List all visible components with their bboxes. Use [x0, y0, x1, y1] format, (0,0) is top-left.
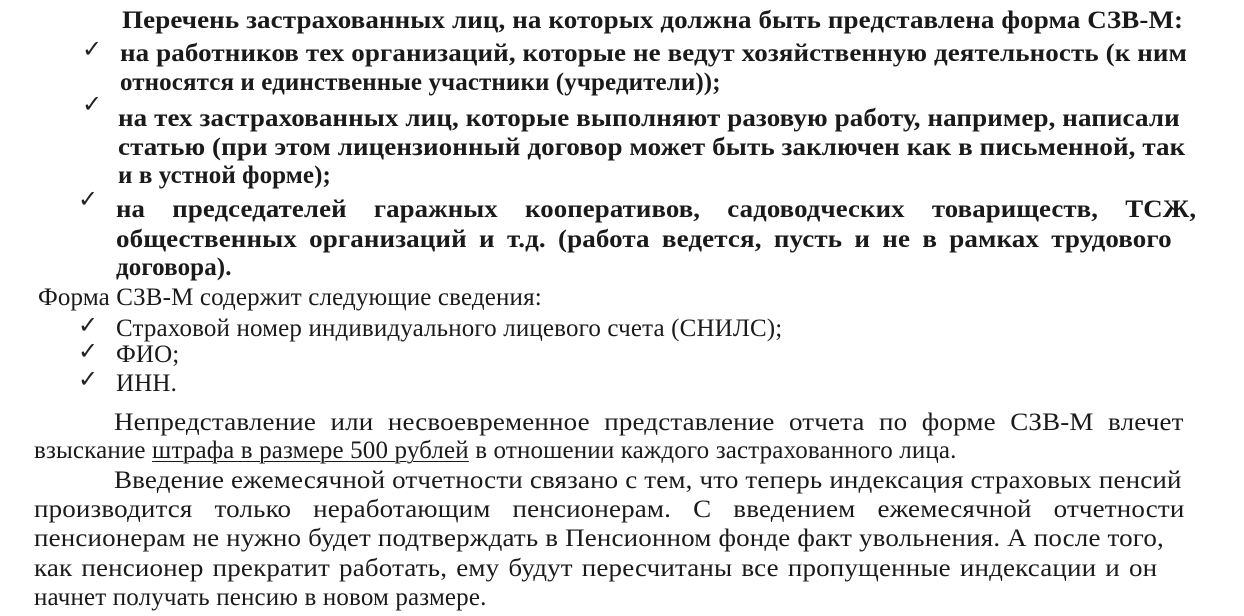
bold-list-item-2-line-2: статью (при этом лицензионный договор может быть заключен как в письменной, так	[118, 134, 1186, 161]
indexation-paragraph-line-5: начнет получать пенсию в новом размере.	[34, 584, 487, 611]
bold-list-item-1-line-2: относятся и единственные участники (учредители));	[120, 69, 721, 96]
penalty-paragraph-line-1: Непредставление или несвоевременное представление отчета по форме СЗВ-М влечет	[114, 409, 1184, 436]
checkmark-icon: ✓	[78, 185, 99, 213]
penalty-text-after: в отношении каждого застрахованного лица.	[468, 437, 957, 464]
checkmark-icon: ✓	[82, 35, 103, 63]
bold-list-item-3-line-2: общественных организаций и т.д. (работа ведется, пусть и не в рамках трудового	[116, 226, 1172, 253]
bold-list-item-3-line-3: договора).	[116, 254, 232, 281]
indexation-paragraph-line-1: Введение ежемесячной отчетности связано с тем, что теперь индексация страховых пенсий	[114, 467, 1182, 494]
form-contents-intro: Форма СЗВ-М содержит следующие сведения:	[38, 284, 542, 311]
indexation-paragraph-line-3: пенсионерам не нужно будет подтверждать в Пенсионном фонде факт увольнения. А после того,	[34, 525, 1164, 552]
form-item-fio: ФИО;	[116, 341, 180, 368]
bold-list-item-2-line-1: на тех застрахованных лиц, которые выполняют разовую работу, например, написали	[118, 105, 1180, 132]
checkmark-icon: ✓	[78, 365, 99, 393]
indexation-paragraph-line-2: производится только неработающим пенсионерам. С введением ежемесячной отчетности	[34, 496, 1185, 523]
penalty-paragraph-line-2	[34, 438, 957, 463]
form-item-inn: ИНН.	[116, 370, 178, 397]
form-item-snils: Страховой номер индивидуального лицевого счета (СНИЛС);	[116, 315, 783, 342]
checkmark-icon: ✓	[78, 311, 99, 339]
checkmark-icon: ✓	[82, 90, 103, 118]
list-heading: Перечень застрахованных лиц, на которых должна быть представлена форма СЗВ-М:	[122, 7, 1184, 34]
penalty-text-before: взыскание	[34, 437, 153, 464]
bold-list-item-2-line-3: и в устной форме);	[118, 162, 331, 189]
indexation-paragraph-line-4: как пенсионер прекратит работать, ему будут пересчитаны все пропущенные индексации и он	[34, 555, 1158, 582]
bold-list-item-3-line-1: на председателей гаражных кооперативов, садоводческих товариществ, ТСЖ,	[116, 196, 1197, 223]
checkmark-icon: ✓	[78, 337, 99, 365]
bold-list-item-1-line-1: на работников тех организаций, которые не ведут хозяйственную деятельность (к ним	[120, 40, 1188, 67]
penalty-amount: штрафа в размере 500 рублей	[152, 437, 469, 464]
